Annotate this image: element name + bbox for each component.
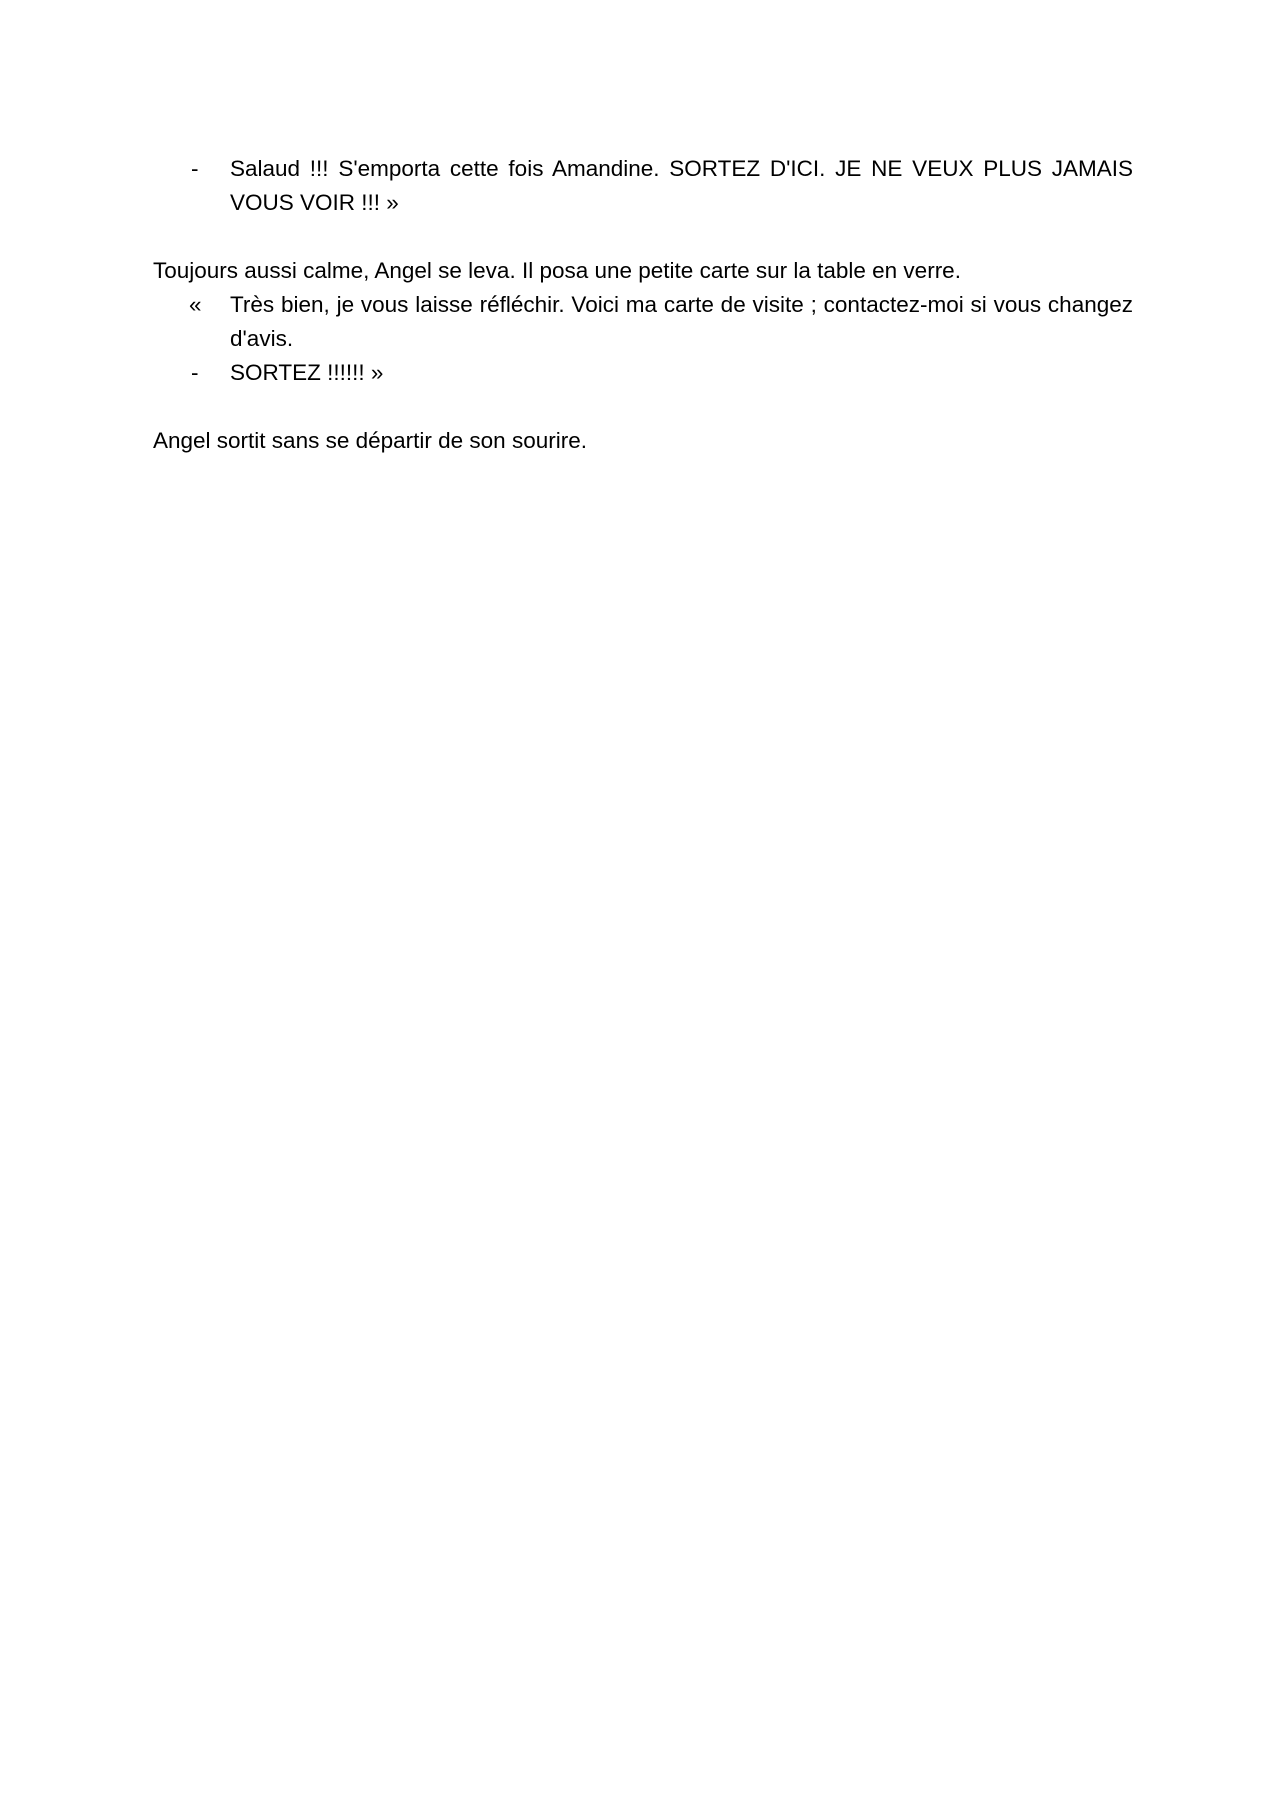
dialog-line-sortez	[153, 356, 1133, 390]
dialog-text: SORTEZ !!!!!! »	[230, 360, 384, 385]
dialog-text: Très bien, je vous laisse réfléchir. Voici ma carte de visite ; contactez-moi si vous changez d'avis.	[230, 292, 1133, 351]
paragraph-gap	[153, 390, 1133, 424]
narration-paragraph: Angel sortit sans se départir de son sourire.	[153, 428, 587, 453]
paragraph-gap	[153, 220, 1133, 254]
dialog-line-angel	[153, 288, 1133, 356]
narration-paragraph: Toujours aussi calme, Angel se leva. Il posa une petite carte sur la table en verre.	[153, 258, 961, 283]
dialog-guillemet-marker: «	[189, 292, 202, 317]
dialog-line-amandine	[153, 152, 1133, 220]
document-body	[153, 152, 1133, 458]
dialog-text: Salaud !!! S'emporta cette fois Amandine. SORTEZ D'ICI. JE NE VEUX PLUS JAMAIS VOUS VOIR !!! »	[230, 156, 1133, 215]
dialog-dash-marker: -	[191, 360, 199, 385]
dialog-dash-marker: -	[191, 156, 199, 181]
